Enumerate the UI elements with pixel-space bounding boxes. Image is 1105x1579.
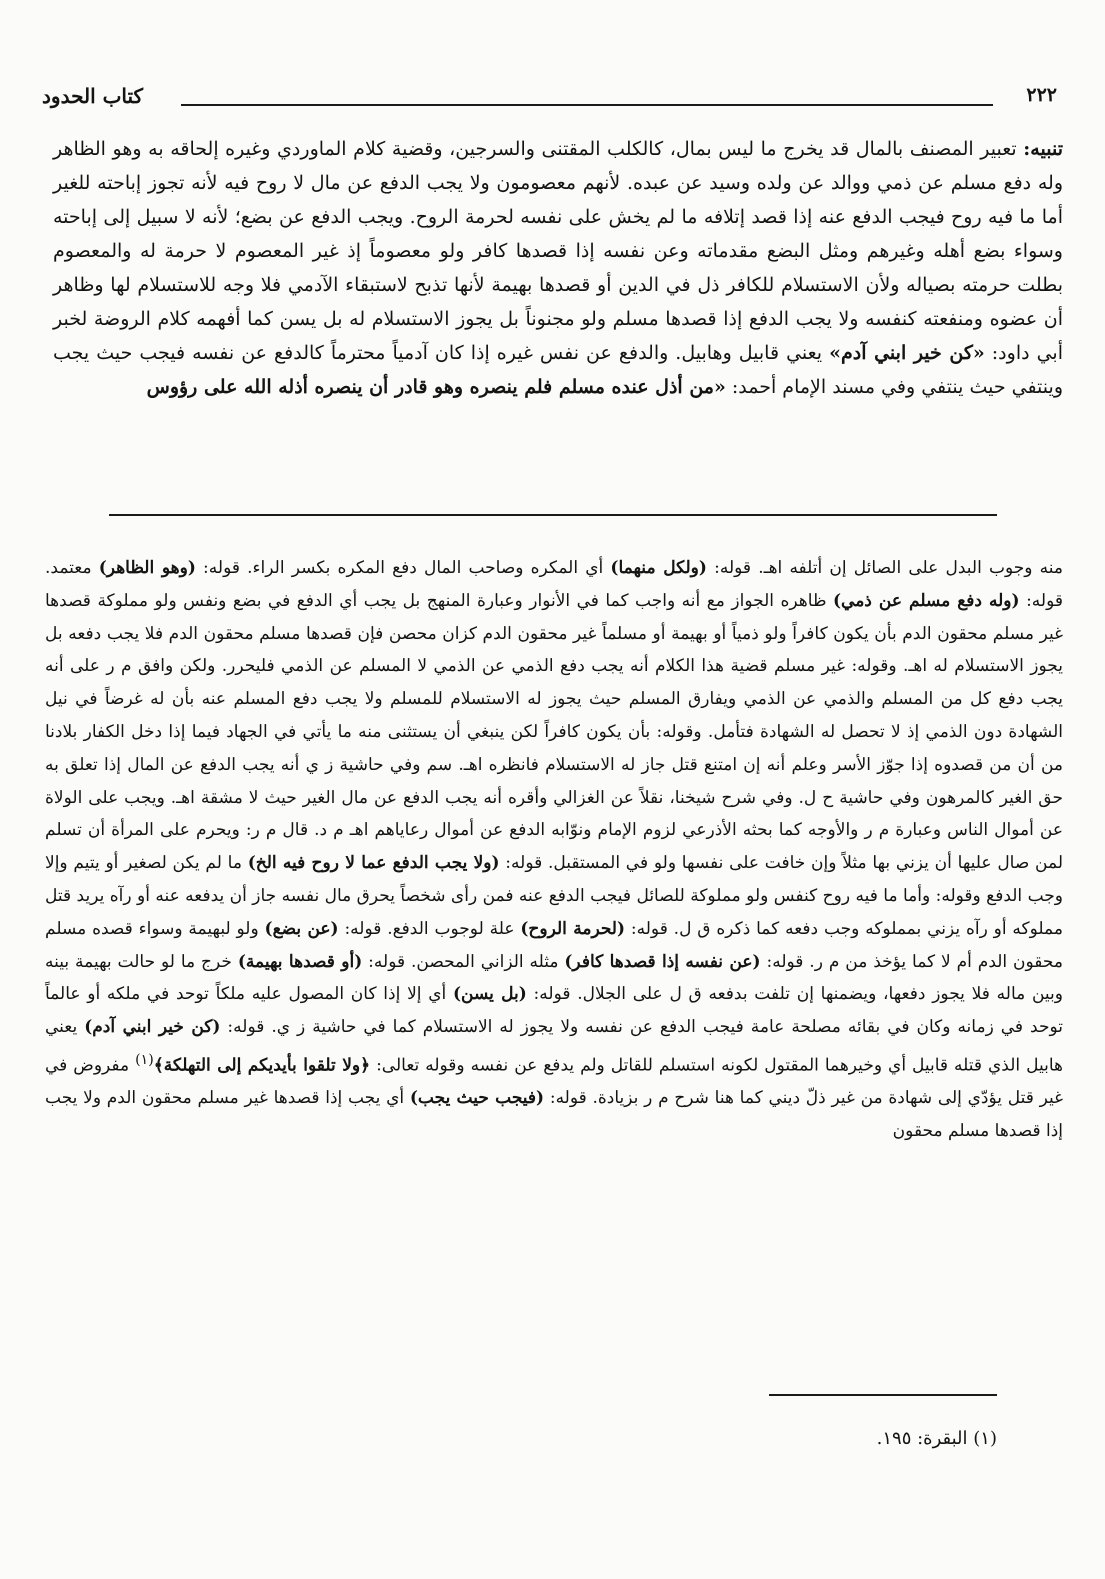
commentary-segment: خرج ما لو حالت بهيمة بينه وبين ماله فلا يجوز دفعها، ويضمنها إن تلفت بدفعه ق ل على الجلال. قوله: [45,951,1063,1005]
commentary-segment: علة لوجوب الدفع. قوله: [338,918,521,939]
main-text-hadith-1: «كن خير ابني آدم» [829,342,985,364]
section-separator [109,514,997,516]
commentary-quote: (فيجب حيث يجب) [409,1088,545,1109]
commentary-segment: مثله الزاني المحصن. قوله: [362,951,565,972]
main-text [53,132,1063,404]
commentary-segment: أي يجب إذا قصدها غير مسلم محقون الدم ولا يجب إذا قصدها مسلم محقون [45,1088,1063,1142]
commentary-quote: (لحرمة الروح) [520,918,626,939]
main-text-note-label: تنبيه: [1023,138,1063,160]
commentary-quote: (بل يسن) [453,984,527,1005]
commentary-quote: (عن بضع) [264,918,339,939]
main-text-segment: يعني قابيل وهابيل. والدفع عن نفس غيره إذا كان آدمياً محترماً كالدفع عن نفسه فيجب حيث يجب وينتفي حيث ينتفي وفي مسند الإمام أحمد: [53,342,1063,398]
commentary-text [45,552,1063,1148]
commentary-quote: (ولكل منهما) [610,558,707,578]
book-title: كتاب الحدود [42,84,144,108]
commentary-quote: (أو قصدها بهيمة) [237,951,363,972]
commentary-segment: منه وجوب البدل على الصائل إن أتلفه اهـ. قوله: [706,558,1063,578]
commentary-quote: (ولا يجب الدفع عما لا روح فيه الخ) [247,853,500,874]
header-rule [181,104,993,106]
commentary-quote: (عن نفسه إذا قصدها كافر) [564,951,761,972]
commentary-segment: يعني هابيل الذي قتله قابيل أي وخيرهما المقتول لكونه استسلم للقاتل ولم يدفع عن نفسه وقوله تعالى: [45,1017,1063,1076]
commentary-quote: (وله دفع مسلم عن ذمي) [832,590,1020,611]
commentary-quote: (كن خير ابني آدم) [84,1017,221,1038]
footnote-marker: (١) [135,1051,154,1068]
commentary-segment: ظاهره الجواز مع أنه واجب كما في الأنوار وعبارة المنهج بل يجب أي الدفع في بضع ونفس ولو مملوكة قصدها غير مسلم محقون الدم بأن يكون كافراً ولو ذمياً أو بهيمة أو مسلماً غير محقون الدم كزان محصن فإن قصدها مسلم محقون الدم فلا يجب دفعه بل يجوز الاستسلام له اهـ. وقوله: غير مسلم قضية هذا الكلام أنه يجب دفع الذمي عن الذمي لا المسلم عن الذمي فليحرر. ولكن وافق م ر على أنه يجب دفع كل من المسلم والذمي عن الذمي ويفارق المسلم حيث يجوز له الاستسلام للمسلم ولا يجب دفع المسلم عنه بأن له غرضاً في نيل الشهادة دون الذمي إذ لا تحصل له الشهادة فتأمل. وقوله: بأن يكون كافراً لكن ينبغي أن يستثنى منه ما يأتي في الجهاد فيما إذا دخل الكفار بلادنا من أن من قصدوه إذا جوّز الأسر وعلم أنه إن امتنع قتل جاز له الاستسلام فانظره اهـ. سم وفي حاشية ز ي أنه يجب الدفع عن المال إذا تعلق به حق الغير كالمرهون وفي حاشية ح ل. وفي شرح شيخنا، نقلاً عن الغزالي وأقره أنه يجب الدفع عن مال الغير حيث لا مشقة اهـ. ويجب على الولاة عن أموال الناس وعبارة م ر والأوجه كما بحثه الأذرعي لزوم الإمام ونوّابه الدفع عن أموال رعاياهم اهـ م د. قال م ر: ويحرم على المرأة أن تسلم لمن صال عليها أن يزني بها مثلاً وإن خافت على نفسها ولو في المستقبل. قوله: [45,590,1064,874]
footnote-rule [769,1394,997,1396]
commentary-segment: أي إلا إذا كان المصول عليه ملكاً توحد في ملكه أو عالماً توحد في زمانه وكان في بقائه مصلحة عامة فيجب الدفع عن نفسه ولا يجوز له الاستسلام كما في حاشية ز ي. قوله: [45,984,1063,1038]
footnote: (١) البقرة: ١٩٥. [876,1428,997,1449]
commentary-segment: أي المكره وصاحب المال دفع المكره بكسر الراء. قوله: [195,558,611,578]
main-text-segment: تعبير المصنف بالمال قد يخرج ما ليس بمال، كالكلب المقتنى والسرجين، وقضية كلام الماوردي وغيره إلحاقه به وهو الظاهر وله دفع مسلم عن ذمي ووالد عن ولده وسيد عن عبده. لأنهم معصومون ولا يجب الدفع عن مال لا روح فيه لأنه تجوز إباحته للغير أما ما فيه روح فيجب الدفع عنه إذا قصد إتلافه ما لم يخش على نفسه لحرمة الروح. ويجب الدفع عن بضع؛ لأنه لا سبيل إلى إباحته وسواء بضع أهله وغيرهم ومثل البضع مقدماته وعن نفسه إذا قصدها كافر ولو معصوماً إذ غير المعصوم لا حرمة له والمعصوم بطلت حرمته بصياله ولأن الاستسلام للكافر ذل في الدين أو قصدها بهيمة لأنها تذبح لاستبقاء الآدمي فلا وجه للاستسلام لها وظاهر أن عضوه ومنفعته كنفسه ولا يجب الدفع إذا قصدها مسلم ولو مجنوناً بل يجوز الاستسلام له بل يسن كما أفهمه كلام الروضة لخبر أبي داود: [53,138,1063,364]
commentary-segment: مفروض في غير قتل يؤدّي إلى شهادة من غير ذلّ ديني كما هنا شرح م ر بزيادة. قوله: [45,1055,1063,1109]
main-text-hadith-2: «من أذل عنده مسلم فلم ينصره وهو قادر أن ينصره أذله الله على رؤوس [146,376,726,398]
commentary-quran-verse: ﴿ولا تلقوا بأيديكم إلى التهلكة﴾ [153,1055,371,1076]
commentary-quote: (وهو الظاهر) [98,558,196,578]
commentary-segment: ما لم يكن لصغير أو يتيم وإلا وجب الدفع وقوله: وأما ما فيه روح كنفس ولو مملوكة للصائل فيجب الدفع عنه فمن رأى شخصاً يحرق مال نفسه جاز أن يدفعه عنه أو رآه يريد قتل مملوكه أو رآه يزني بمملوكه وجب دفعه كما ذكره ق ل. قوله: [45,853,1063,939]
commentary-segment: ولو لبهيمة وسواء قصده مسلم محقون الدم أم لا كما يؤخذ من م ر. قوله: [45,918,1063,972]
page-number: ٢٢٢ [1026,84,1057,106]
commentary-segment: معتمد. قوله: [45,558,1063,611]
